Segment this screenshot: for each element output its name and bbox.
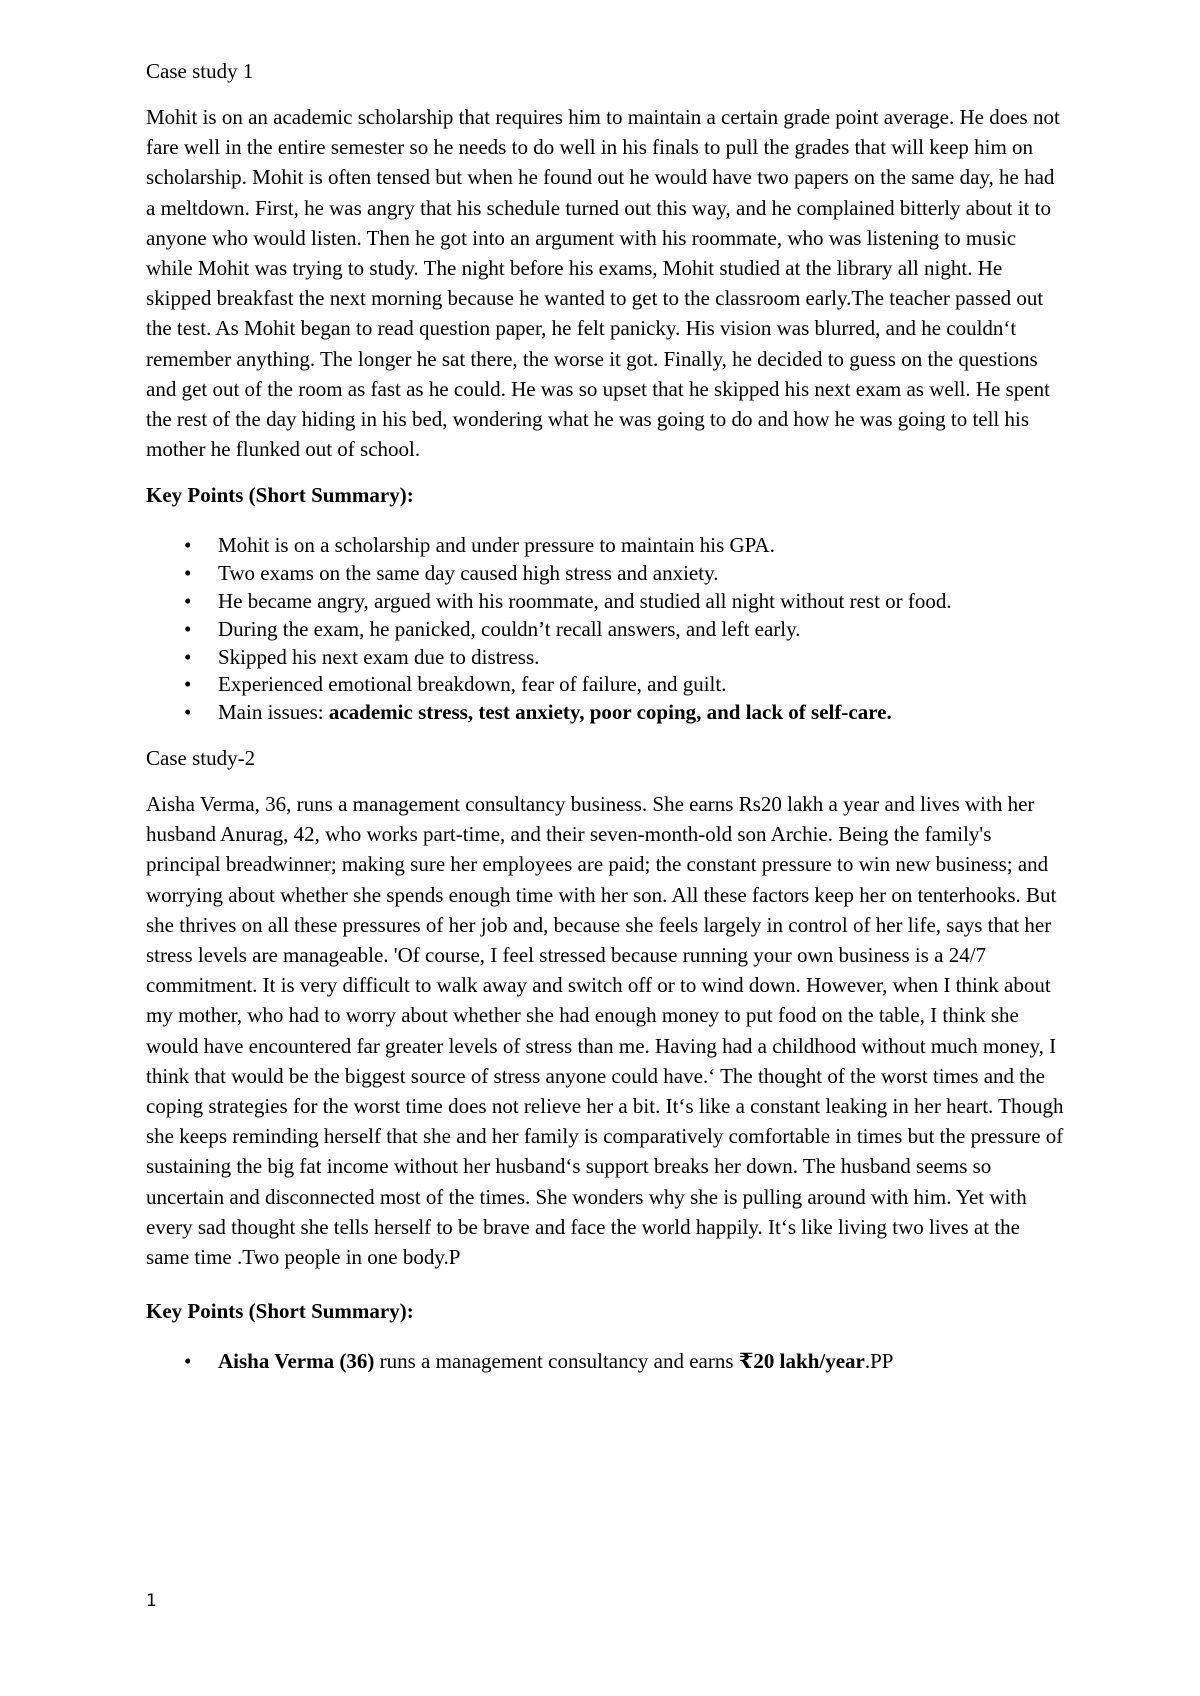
list-item bbox=[146, 532, 1066, 560]
bullet-text: runs a management consultancy and earns bbox=[374, 1349, 739, 1374]
list-item bbox=[146, 560, 1066, 588]
main-issues-text: academic stress, test anxiety, poor coping, and lack of self-care. bbox=[328, 700, 892, 725]
bullet-bold-name: Aisha Verma (36) bbox=[218, 1349, 375, 1374]
bullet-icon: • bbox=[184, 644, 192, 669]
list-item bbox=[146, 1348, 1066, 1376]
main-issues-prefix: Main issues: bbox=[218, 700, 329, 725]
case-study-2-bullet-list bbox=[146, 1348, 1066, 1376]
list-item bbox=[146, 671, 1066, 699]
case-study-1-bullet-list bbox=[146, 532, 1066, 727]
bullet-icon: • bbox=[184, 561, 192, 586]
bullet-icon: • bbox=[184, 533, 192, 558]
bullet-text: Experienced emotional breakdown, fear of failure, and guilt. bbox=[218, 672, 727, 697]
case-study-2-key-points-heading: Key Points (Short Summary): bbox=[146, 1299, 414, 1324]
list-item bbox=[146, 588, 1066, 616]
bullet-icon: • bbox=[184, 1349, 192, 1374]
list-item bbox=[146, 699, 1066, 727]
page-number: 1 bbox=[146, 1591, 157, 1611]
list-item bbox=[146, 644, 1066, 672]
case-study-1-paragraph: Mohit is on an academic scholarship that requires him to maintain a certain grade point average. He does not fare well in the entire semester so he needs to do well in his finals to pull the grades that will keep him on scholarship. Mohit is often tensed but when he found out he would have two papers on the same day, he had a meltdown. First, he was angry that his schedule turned out this way, and he complained bitterly about it to anyone who would listen. Then he got into an argument with his roommate, who was listening to music while Mohit was trying to study. The night before his exams, Mohit studied at the library all night. He skipped breakfast the next morning because he wanted to get to the classroom early.The teacher passed out the test. As Mohit began to read question paper, he felt panicky. His vision was blurred, and he couldn‘t remember anything. The longer he sat there, the worse it got. Finally, he decided to guess on the questions and get out of the room as fast as he could. He was so upset that he skipped his next exam as well. He spent the rest of the day hiding in his bed, wondering what he was going to do and how he was going to tell his mother he flunked out of school. bbox=[146, 105, 1060, 462]
bullet-text: Mohit is on a scholarship and under pressure to maintain his GPA. bbox=[218, 533, 775, 558]
page-content bbox=[146, 56, 1066, 1392]
bullet-text-end: .PP bbox=[864, 1349, 894, 1374]
bullet-icon: • bbox=[184, 616, 192, 641]
list-item bbox=[146, 616, 1066, 644]
bullet-icon: • bbox=[184, 672, 192, 697]
case-study-2-paragraph: Aisha Verma, 36, runs a management consultancy business. She earns Rs20 lakh a year and lives with her husband Anurag, 42, who works part-time, and their seven-month-old son Archie. Being the family's principal breadwinner; making sure her employees are paid; the constant pressure to win new business; and worrying about whether she spends enough time with her son. All these factors keep her on tenterhooks. But she thrives on all these pressures of her job and, because she feels largely in control of her life, says that her stress levels are manageable. 'Of course, I feel stressed because running your own business is a 24/7 commitment. It is very difficult to walk away and switch off or to wind down. However, when I think about my mother, who had to worry about whether she had enough money to put food on the table, I think she would have encountered far greater levels of stress than me. Having had a childhood without much money, I think that would be the biggest source of stress anyone could have.‘ The thought of the worst times and the coping strategies for the worst time does not relieve her a bit. It‘s like a constant leaking in her heart. Though she keeps reminding herself that she and her family is comparatively comfortable in times but the pressure of sustaining the big fat income without her husband‘s support breaks her down. The husband seems so uncertain and disconnected most of the times. She wonders why she is pulling around with him. Yet with every sad thought she tells herself to be brave and face the world happily. It‘s like living two lives at the same time .Two people in one body.P bbox=[146, 792, 1064, 1270]
bullet-text: Skipped his next exam due to distress. bbox=[218, 644, 540, 669]
bullet-text: Two exams on the same day caused high stress and anxiety. bbox=[218, 561, 719, 586]
bullet-icon: • bbox=[184, 589, 192, 614]
case-study-2-title: Case study-2 bbox=[146, 746, 256, 771]
bullet-bold-income: ₹20 lakh/year bbox=[738, 1349, 865, 1374]
spacer bbox=[146, 1288, 1066, 1296]
case-study-1-title: Case study 1 bbox=[146, 59, 254, 83]
bullet-text: He became angry, argued with his roommate, and studied all night without rest or food. bbox=[218, 589, 952, 614]
bullet-icon: • bbox=[184, 700, 192, 725]
bullet-text: During the exam, he panicked, couldn’t recall answers, and left early. bbox=[218, 616, 801, 641]
case-study-1-key-points-heading: Key Points (Short Summary): bbox=[146, 483, 414, 508]
